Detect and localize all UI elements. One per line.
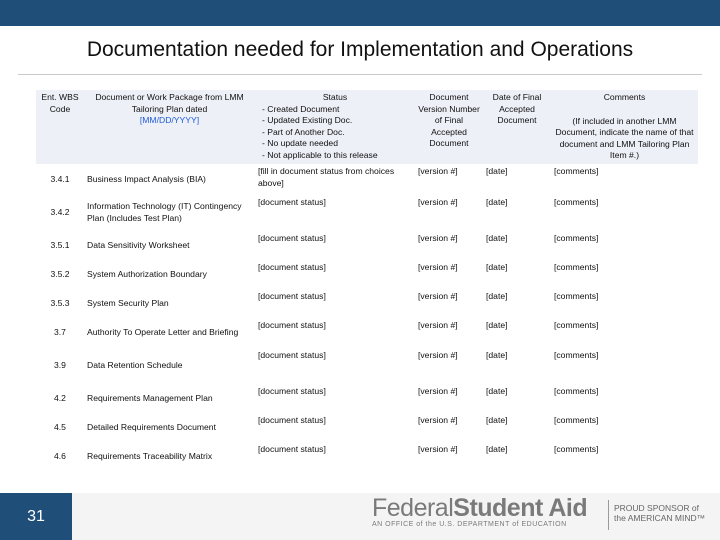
row-version[interactable]: [version #] [415, 384, 483, 413]
top-header-bar [0, 0, 720, 26]
table-row [36, 318, 698, 348]
row-version[interactable]: [version #] [415, 289, 483, 318]
header-version: Document Version Number of Final Accepted Document [415, 90, 483, 164]
header-wbs: Ent. WBS Code [36, 90, 84, 164]
row-status[interactable]: [document status] [255, 289, 415, 318]
row-comments[interactable]: [comments] [551, 195, 698, 231]
row-date[interactable]: [date] [483, 348, 551, 384]
status-options [258, 104, 412, 162]
table-row [36, 289, 698, 318]
row-date[interactable]: [date] [483, 442, 551, 471]
table-row [36, 195, 698, 231]
row-comments[interactable]: [comments] [551, 260, 698, 289]
status-option: - Part of Another Doc. [262, 126, 345, 137]
row-date[interactable]: [date] [483, 318, 551, 348]
fsa-logo-bold: Student Aid [453, 494, 588, 522]
row-version[interactable]: [version #] [415, 164, 483, 195]
row-status[interactable]: [fill in document status from choices above] [255, 164, 415, 195]
row-status[interactable]: [document status] [255, 231, 415, 260]
row-comments[interactable]: [comments] [551, 348, 698, 384]
status-option: - Updated Existing Doc. [262, 115, 353, 126]
status-option: - No update needed [262, 138, 338, 149]
documentation-table [36, 90, 698, 471]
row-status[interactable]: [document status] [255, 348, 415, 384]
footer-divider [608, 500, 609, 530]
header-date: Date of Final Accepted Document [483, 90, 551, 164]
row-wbs: 3.5.3 [36, 289, 84, 318]
row-date[interactable]: [date] [483, 260, 551, 289]
row-comments[interactable]: [comments] [551, 413, 698, 442]
row-document: Information Technology (IT) Contingency Plan (Includes Test Plan) [84, 195, 255, 231]
row-date[interactable]: [date] [483, 289, 551, 318]
table-row [36, 442, 698, 471]
table-row [36, 231, 698, 260]
row-version[interactable]: [version #] [415, 195, 483, 231]
row-version[interactable]: [version #] [415, 442, 483, 471]
row-status[interactable]: [document status] [255, 384, 415, 413]
fsa-logo-light: Federal [372, 494, 454, 522]
row-version[interactable]: [version #] [415, 413, 483, 442]
header-comments-label: Comments [603, 92, 646, 102]
row-status[interactable]: [document status] [255, 195, 415, 231]
status-option: - Created Document [262, 103, 340, 114]
row-wbs: 3.4.2 [36, 195, 84, 231]
status-option: - Not applicable to this release [262, 149, 378, 160]
row-wbs: 4.6 [36, 442, 84, 471]
table-row [36, 384, 698, 413]
page-number: 31 [27, 508, 45, 525]
row-comments[interactable]: [comments] [551, 164, 698, 195]
row-document: Requirements Traceability Matrix [84, 442, 255, 471]
sponsor-tagline [614, 503, 705, 523]
header-status [255, 90, 415, 164]
row-document: Business Impact Analysis (BIA) [84, 164, 255, 195]
header-document [84, 90, 255, 164]
row-comments[interactable]: [comments] [551, 442, 698, 471]
row-document: Detailed Requirements Document [84, 413, 255, 442]
row-document: System Security Plan [84, 289, 255, 318]
row-date[interactable]: [date] [483, 231, 551, 260]
row-document: Data Sensitivity Worksheet [84, 231, 255, 260]
sponsor-line-2: the AMERICAN MIND™ [614, 513, 706, 524]
row-date[interactable]: [date] [483, 413, 551, 442]
row-document: System Authorization Boundary [84, 260, 255, 289]
row-date[interactable]: [date] [483, 384, 551, 413]
row-version[interactable]: [version #] [415, 348, 483, 384]
row-comments[interactable]: [comments] [551, 289, 698, 318]
row-wbs: 4.5 [36, 413, 84, 442]
table-row [36, 260, 698, 289]
title-divider [18, 74, 702, 75]
sponsor-line-1: PROUD SPONSOR of [614, 503, 700, 513]
table-header-row [36, 90, 698, 164]
row-document: Data Retention Schedule [84, 348, 255, 384]
row-comments[interactable]: [comments] [551, 231, 698, 260]
fsa-logo [372, 494, 587, 523]
slide-title: Documentation needed for Implementation and Operations [86, 38, 634, 61]
row-wbs: 3.9 [36, 348, 84, 384]
header-document-label: Document or Work Package from LMM Tailoring Plan dated [95, 92, 244, 114]
row-wbs: 3.7 [36, 318, 84, 348]
row-comments[interactable]: [comments] [551, 318, 698, 348]
header-comments-note: (If included in another LMM Document, indicate the name of that document and LMM Tailoring Plan Item #.) [555, 115, 694, 161]
table-row [36, 164, 698, 195]
header-comments [551, 90, 698, 164]
row-version[interactable]: [version #] [415, 260, 483, 289]
row-status[interactable]: [document status] [255, 442, 415, 471]
row-wbs: 3.5.1 [36, 231, 84, 260]
fsa-logo-subtitle: AN OFFICE of the U.S. DEPARTMENT of EDUCATION [372, 521, 567, 528]
row-wbs: 3.4.1 [36, 164, 84, 195]
row-date[interactable]: [date] [483, 195, 551, 231]
row-comments[interactable]: [comments] [551, 384, 698, 413]
row-status[interactable]: [document status] [255, 260, 415, 289]
row-version[interactable]: [version #] [415, 318, 483, 348]
header-document-date: [MM/DD/YYYY] [139, 115, 200, 126]
table-row [36, 413, 698, 442]
row-version[interactable]: [version #] [415, 231, 483, 260]
row-status[interactable]: [document status] [255, 318, 415, 348]
row-date[interactable]: [date] [483, 164, 551, 195]
row-document: Requirements Management Plan [84, 384, 255, 413]
table-row [36, 348, 698, 384]
header-status-label: Status [322, 92, 348, 102]
row-wbs: 4.2 [36, 384, 84, 413]
row-status[interactable]: [document status] [255, 413, 415, 442]
row-wbs: 3.5.2 [36, 260, 84, 289]
row-document: Authority To Operate Letter and Briefing [84, 318, 255, 348]
